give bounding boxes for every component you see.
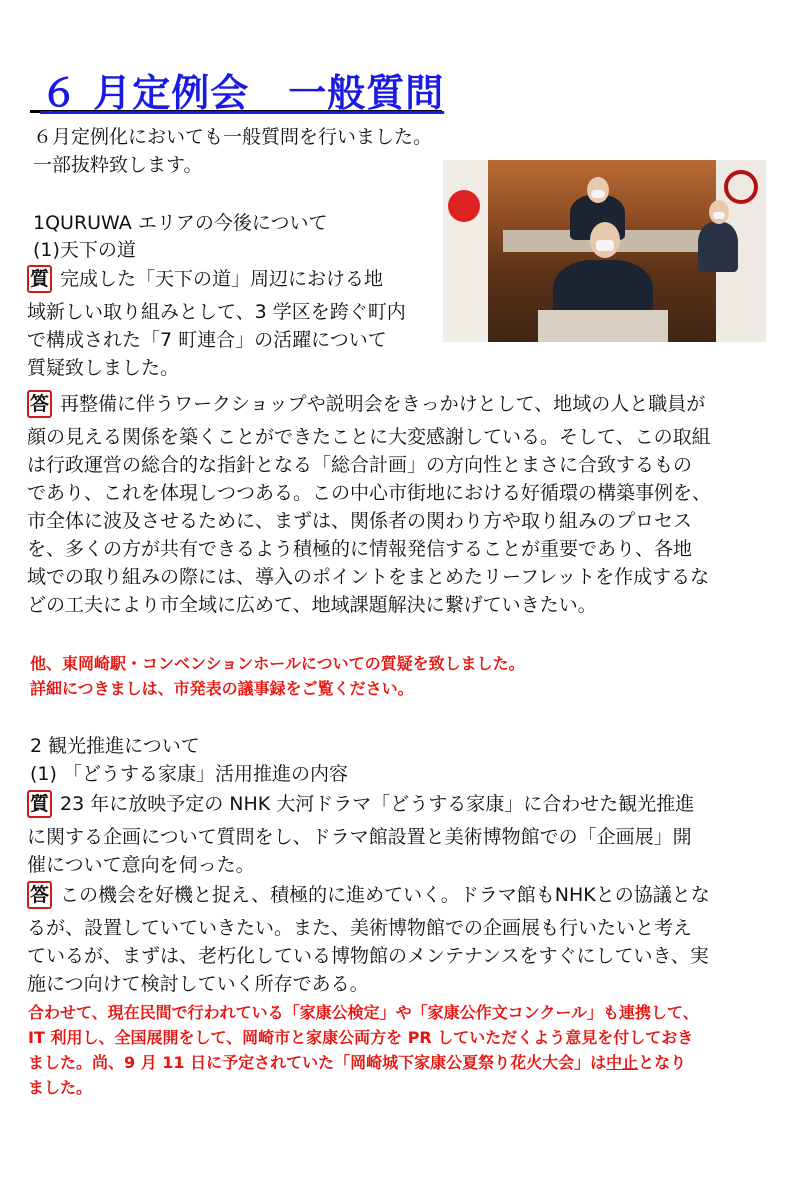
section1-answer-line: であり、これを体現しつつある。この中心市街地における好循環の構築事例を、 [27, 482, 712, 504]
cancelled-word: 中止 [606, 1053, 639, 1072]
section2-question-line: 催について意向を伺った。 [27, 854, 255, 876]
council-photo [443, 160, 766, 342]
section1-note: 詳細につきましは、市発表の議事録をご覧ください。 [30, 679, 414, 698]
answer-mark: 答 [27, 881, 52, 909]
intro-line-2: 一部抜粋致します。 [33, 154, 203, 176]
section2-note: ました。尚、9 月 11 日に予定されていた「岡崎城下家康公夏祭り花火大会」は中止となり [28, 1053, 687, 1072]
section2-subheading: (1) 「どうする家康」活用推進の内容 [30, 763, 348, 785]
section1-answer-line: を、多くの方が共有できるよう積極的に情報発信することが重要であり、各地 [27, 538, 693, 560]
japan-flag [443, 160, 488, 342]
section2-note: IT 利用し、全国展開をして、岡崎市と家康公両方を PR していただくよう意見を付しておき [28, 1028, 694, 1047]
answer-mark: 答 [27, 390, 52, 418]
section2-note: ました。 [28, 1078, 93, 1097]
section1-answer-line: は行政運営の総合的な指針となる「総合計画」の方向性とまさに合致するもの [27, 454, 693, 476]
section1-answer-line: 答 再整備に伴うワークショップや説明会をきっかけとして、地域の人と職員が [27, 390, 705, 418]
section2-note: 合わせて、現在民間で行われている「家康公検定」や「家康公作文コンクール」も連携して、 [28, 1003, 699, 1022]
question-mark: 質 [27, 265, 52, 293]
title-underline [30, 60, 445, 115]
section2-question-line: 質 23 年に放映予定の NHK 大河ドラマ「どうする家康」に合わせた観光推進 [27, 790, 694, 818]
section2-answer-line: るが、設置していていきたい。また、美術博物館での企画展も行いたいと考え [27, 917, 693, 939]
section2-question-line: に関する企画について質問をし、ドラマ館設置と美術博物館での「企画展」開 [27, 826, 692, 848]
section1-answer-line: どの工夫により市全域に広めて、地域課題解決に繋げていきたい。 [27, 594, 597, 616]
section1-question-line: 域新しい取り組みとして、3 学区を跨ぐ町内 [27, 301, 406, 323]
section2-answer-line: 答 この機会を好機と捉え、積極的に進めていく。ドラマ館もNHKとの協議とな [27, 881, 710, 909]
page-title: ６ 月定例会 一般質問 [40, 71, 445, 115]
section1-question-line: で構成された「7 町連合」の活躍について [27, 329, 387, 351]
section2-answer-line: ているが、まずは、老朽化している博物館のメンテナンスをすぐにしていき、実 [27, 945, 709, 967]
section1-note: 他、東岡崎駅・コンベンションホールについての質疑を致しました。 [30, 654, 525, 673]
intro-line-1: ６月定例化においても一般質問を行いました。 [33, 126, 433, 148]
section1-answer-line: 域での取り組みの際には、導入のポイントをまとめたリーフレットを作成するな [27, 566, 710, 588]
section1-answer-line: 市全体に波及させるために、まずは、関係者の関わり方や取り組みのプロセス [27, 510, 693, 532]
section1-answer-line: 顔の見える関係を築くことができたことに大変感謝している。そして、この取組 [27, 426, 711, 448]
section2-answer-line: 施につ向けて検討していく所存である。 [27, 973, 369, 995]
section1-question-line: 質疑致しました。 [27, 357, 180, 379]
question-mark: 質 [27, 790, 52, 818]
section1-heading: 1QURUWA エリアの今後について [33, 212, 328, 234]
section1-subheading: (1)天下の道 [33, 239, 136, 261]
section2-heading: 2 観光推進について [30, 735, 200, 757]
section1-question-line: 質 完成した「天下の道」周辺における地 [27, 265, 383, 293]
